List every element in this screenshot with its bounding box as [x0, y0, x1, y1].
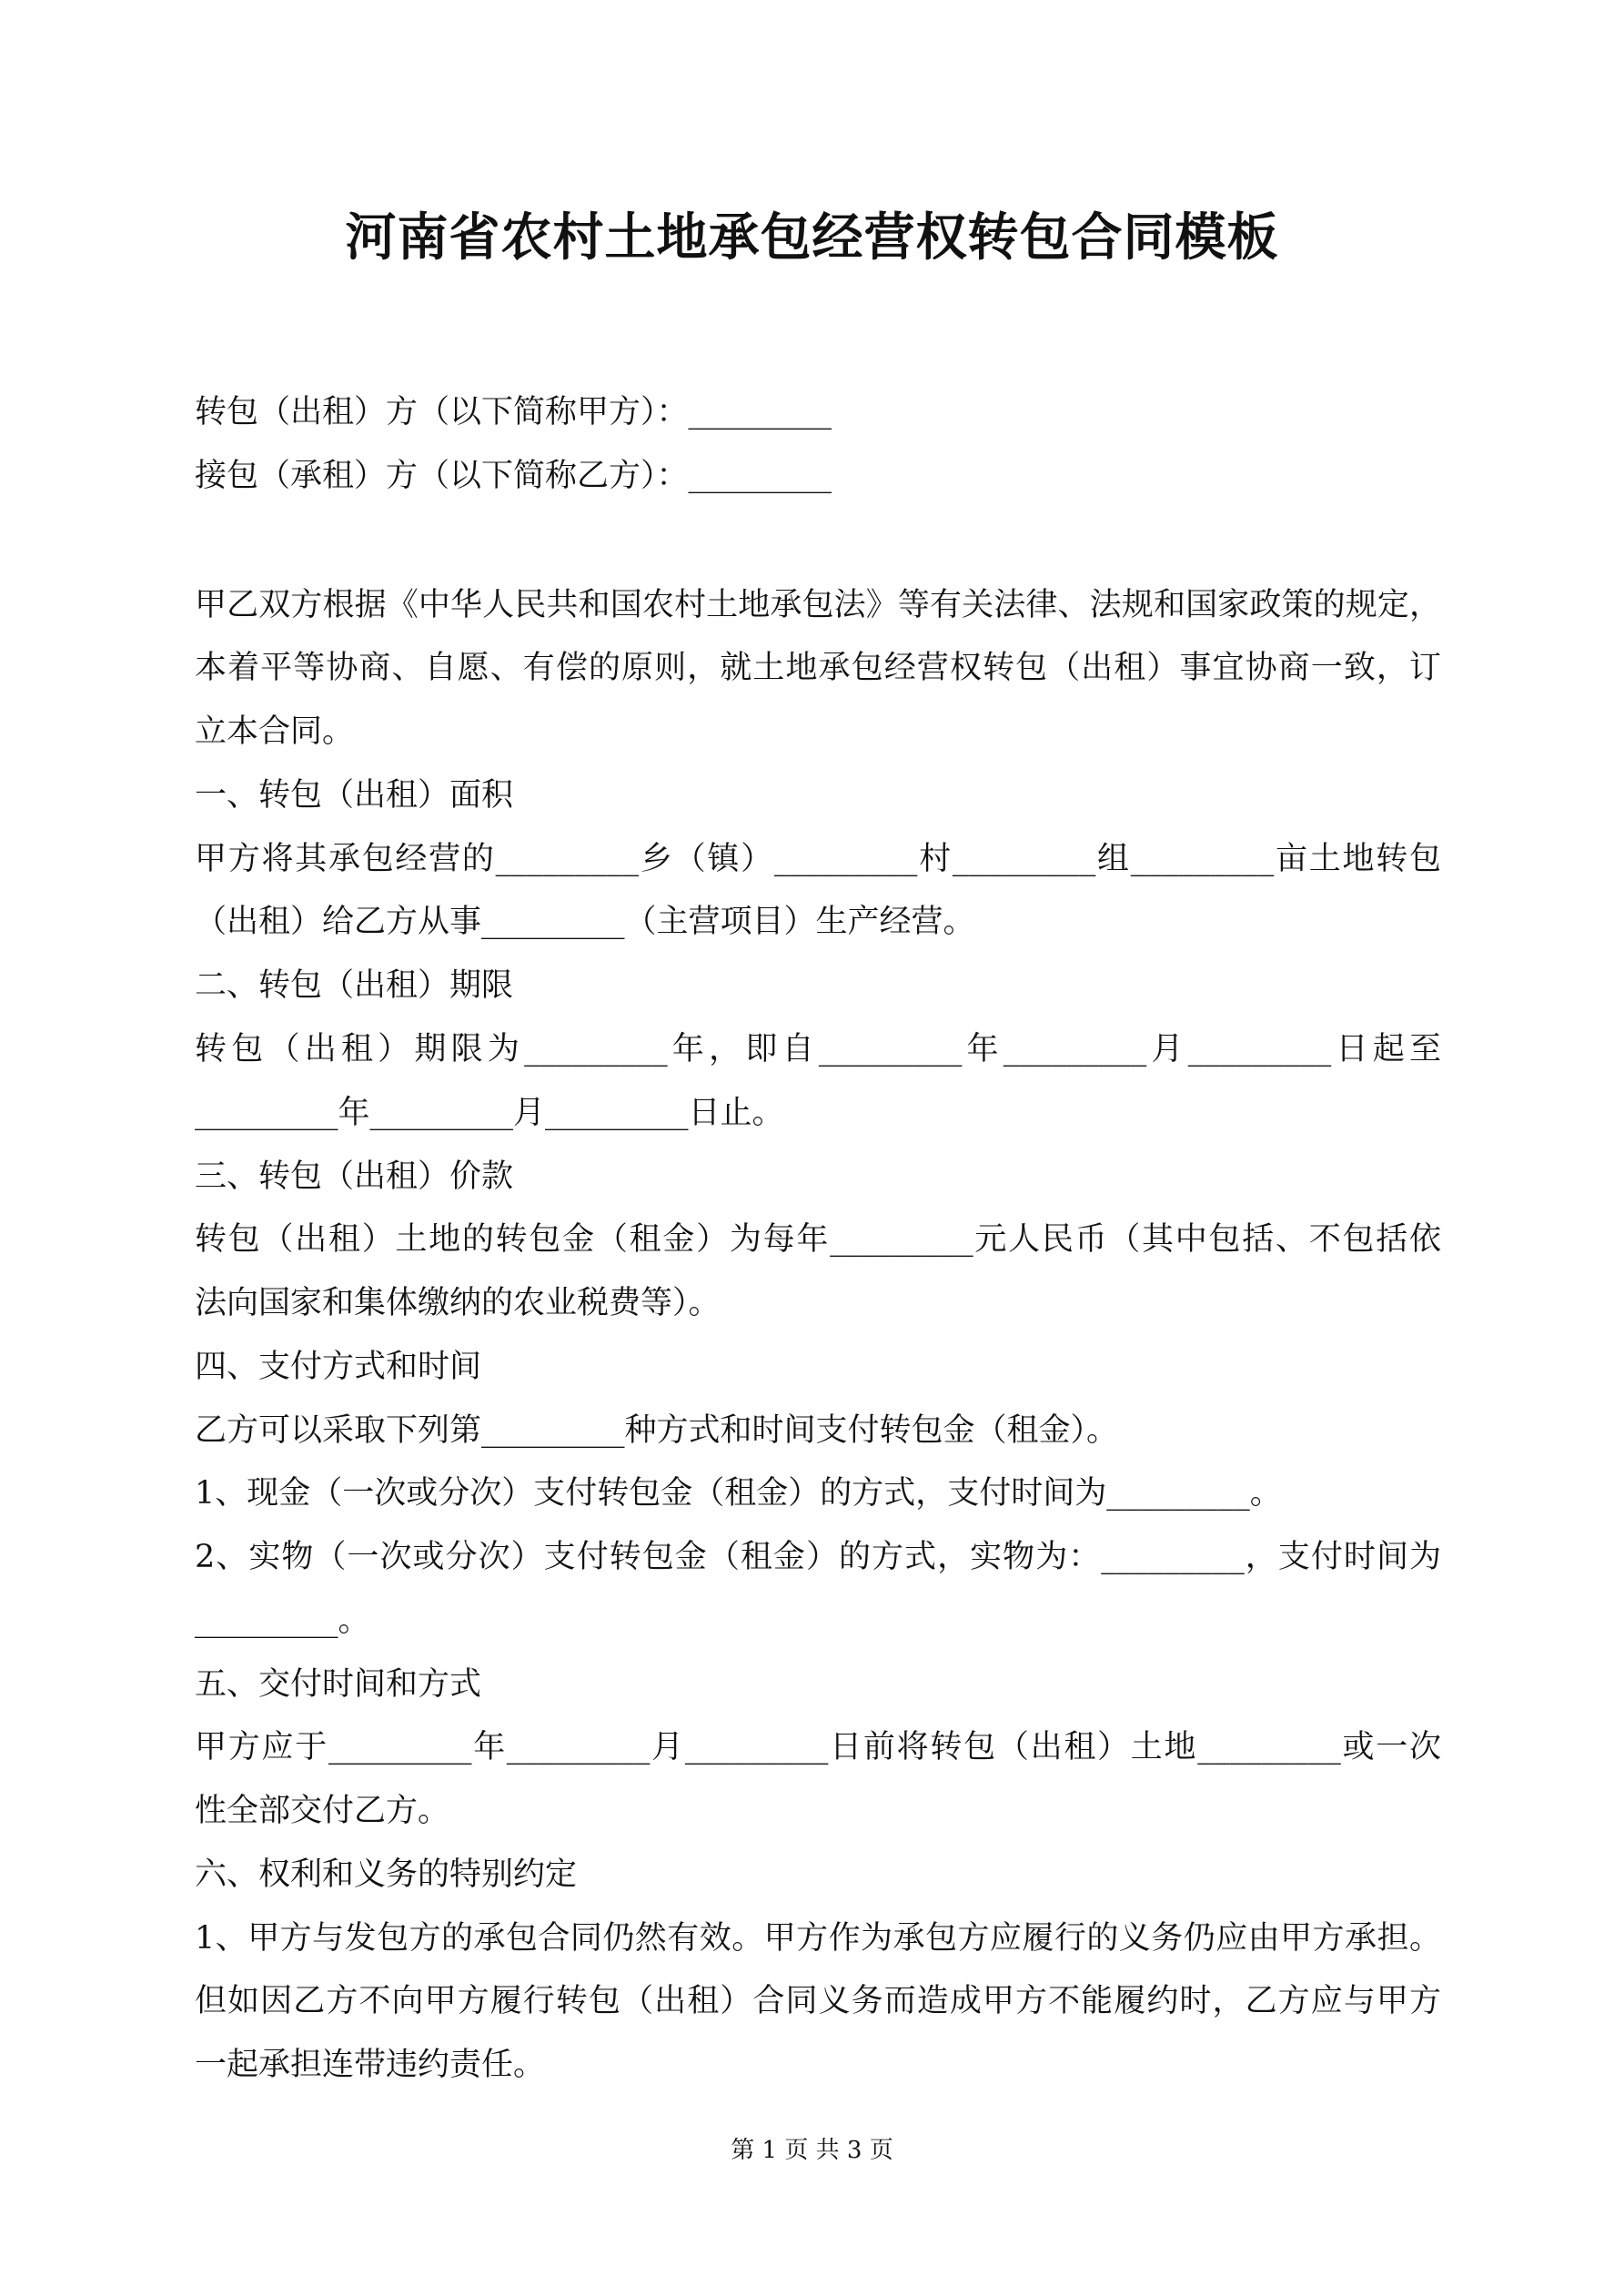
section-heading-price: 三、转包（出租）价款	[195, 1158, 514, 1195]
preamble-line-1: 甲乙双方根据《中华人民共和国农村土地承包法》等有关法律、法规和国家政策的规定，	[195, 587, 1441, 623]
rights-line-1: 1、甲方与发包方的承包合同仍然有效。甲方作为承包方应履行的义务仍应由甲方承担。	[195, 1920, 1441, 1957]
payment-item-2-line-2: _________。	[195, 1603, 370, 1639]
term-line-2: _________年_________月_________日止。	[195, 1095, 784, 1131]
term-line-1: 转包（出租）期限为_________年，即自_________年_________月_________日起至	[195, 1031, 1441, 1067]
preamble-line-2: 本着平等协商、自愿、有偿的原则，就土地承包经营权转包（出租）事宜协商一致，订	[195, 650, 1441, 686]
page-number-footer: 第 1 页 共 3 页	[731, 2137, 893, 2164]
party-a-line: 转包（出租）方（以下简称甲方）：_________	[195, 394, 832, 430]
rights-line-2: 但如因乙方不向甲方履行转包（出租）合同义务而造成甲方不能履约时，乙方应与甲方	[195, 1983, 1441, 2019]
section-heading-area: 一、转包（出租）面积	[195, 777, 514, 814]
delivery-line-1: 甲方应于_________年_________月_________日前将转包（出租）土地_________或一次	[195, 1729, 1441, 1765]
page-title: 河南省农村土地承包经营权转包合同模板	[345, 207, 1279, 268]
section-heading-delivery: 五、交付时间和方式	[195, 1666, 482, 1703]
payment-item-1: 1、现金（一次或分次）支付转包金（租金）的方式，支付时间为_________。	[195, 1475, 1282, 1512]
delivery-line-2: 性全部交付乙方。	[195, 1793, 450, 1829]
payment-item-2-line-1: 2、实物（一次或分次）支付转包金（租金）的方式，实物为：_________，支付时间为	[195, 1539, 1441, 1575]
rights-line-3: 一起承担连带违约责任。	[195, 2047, 546, 2083]
section-heading-term: 二、转包（出租）期限	[195, 967, 514, 1004]
area-line-1: 甲方将其承包经营的_________乡（镇）_________村_________组_________亩土地转包	[195, 841, 1441, 877]
price-line-1: 转包（出租）土地的转包金（租金）为每年_________元人民币（其中包括、不包括依	[195, 1221, 1441, 1258]
price-line-2: 法向国家和集体缴纳的农业税费等）。	[195, 1285, 721, 1321]
section-heading-rights: 六、权利和义务的特别约定	[195, 1856, 578, 1893]
section-heading-payment: 四、支付方式和时间	[195, 1349, 482, 1385]
party-b-line: 接包（承租）方（以下简称乙方）：_________	[195, 458, 832, 494]
payment-line-1: 乙方可以采取下列第_________种方式和时间支付转包金（租金）。	[195, 1412, 1119, 1449]
preamble-line-3: 立本合同。	[195, 713, 355, 750]
area-line-2: （出租）给乙方从事_________（主营项目）生产经营。	[195, 904, 975, 940]
